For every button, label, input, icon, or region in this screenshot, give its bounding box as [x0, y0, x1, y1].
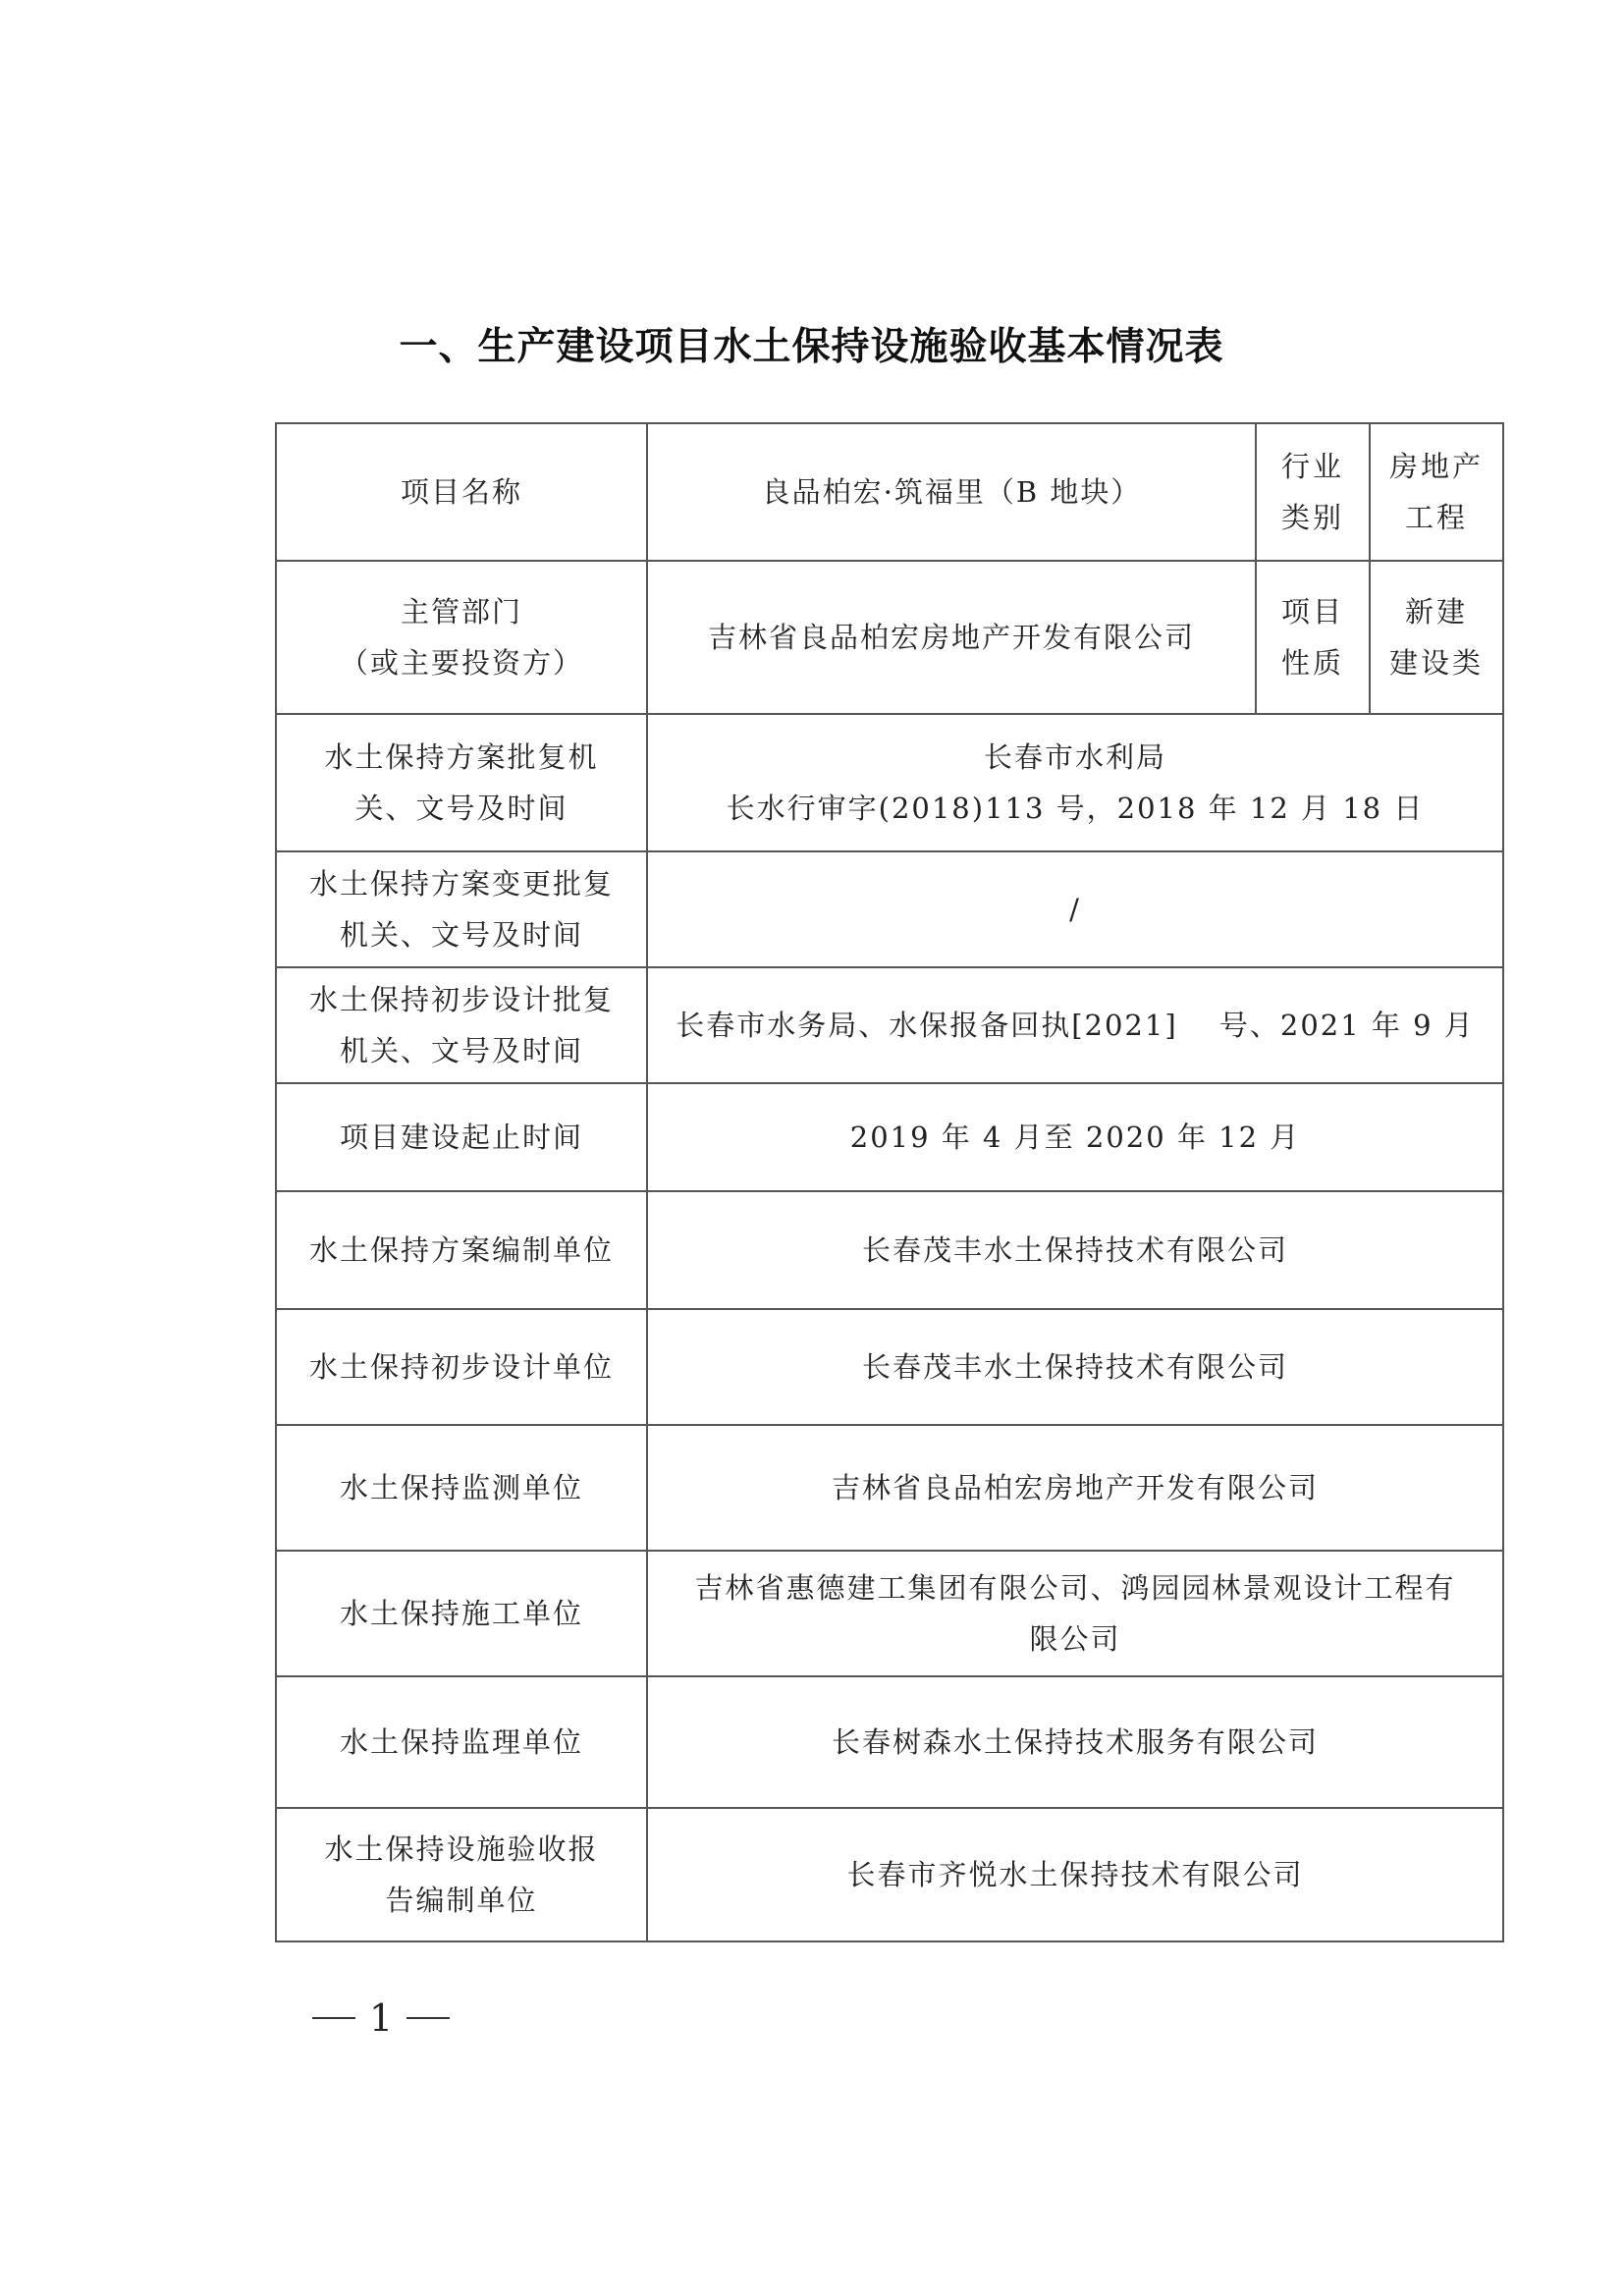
- table-row: [276, 561, 1503, 714]
- project-name-label: 项目名称: [276, 423, 647, 561]
- preliminary-design-unit-value: 长春茂丰水土保持技术有限公司: [647, 1309, 1503, 1425]
- supervision-unit-label: 水土保持监理单位: [276, 1676, 647, 1808]
- project-nature-label: 项目 性质: [1256, 561, 1370, 714]
- competent-department-value: 吉林省良品柏宏房地产开发有限公司: [647, 561, 1256, 714]
- table-row: [276, 1191, 1503, 1309]
- dash-left: [312, 2017, 355, 2019]
- table-row: [276, 851, 1503, 967]
- preliminary-design-approval-value: 长春市水务局、水保报备回执[2021] 号、2021 年 9 月: [647, 967, 1503, 1083]
- industry-category-value: 房地产 工程: [1370, 423, 1503, 561]
- table-row: [276, 967, 1503, 1083]
- construction-unit-value: 吉林省惠德建工集团有限公司、鸿园园林景观设计工程有 限公司: [647, 1551, 1503, 1676]
- project-info-table: [275, 422, 1504, 1942]
- plan-approval-label: 水土保持方案批复机 关、文号及时间: [276, 714, 647, 851]
- page-number: [312, 1996, 450, 2040]
- plan-compiler-label: 水土保持方案编制单位: [276, 1191, 647, 1309]
- table-row: [276, 1808, 1503, 1941]
- monitoring-unit-value: 吉林省良品柏宏房地产开发有限公司: [647, 1425, 1503, 1551]
- acceptance-report-compiler-value: 长春市齐悦水土保持技术有限公司: [647, 1808, 1503, 1941]
- preliminary-design-unit-label: 水土保持初步设计单位: [276, 1309, 647, 1425]
- dash-right: [406, 2017, 450, 2019]
- supervision-unit-value: 长春树森水土保持技术服务有限公司: [647, 1676, 1503, 1808]
- competent-department-label: 主管部门 （或主要投资方）: [276, 561, 647, 714]
- table-row: [276, 1425, 1503, 1551]
- construction-period-value: 2019 年 4 月至 2020 年 12 月: [647, 1083, 1503, 1191]
- table-row: [276, 1676, 1503, 1808]
- project-name-value: 良品柏宏·筑福里（B 地块）: [647, 423, 1256, 561]
- project-nature-value: 新建 建设类: [1370, 561, 1503, 714]
- table-row: [276, 1083, 1503, 1191]
- monitoring-unit-label: 水土保持监测单位: [276, 1425, 647, 1551]
- table-row: [276, 1551, 1503, 1676]
- construction-period-label: 项目建设起止时间: [276, 1083, 647, 1191]
- table-row: [276, 714, 1503, 851]
- preliminary-design-approval-label: 水土保持初步设计批复 机关、文号及时间: [276, 967, 647, 1083]
- construction-unit-label: 水土保持施工单位: [276, 1551, 647, 1676]
- table-row: [276, 423, 1503, 561]
- plan-change-approval-label: 水土保持方案变更批复 机关、文号及时间: [276, 851, 647, 967]
- table-row: [276, 1309, 1503, 1425]
- plan-change-approval-value: /: [647, 851, 1503, 967]
- plan-compiler-value: 长春茂丰水土保持技术有限公司: [647, 1191, 1503, 1309]
- acceptance-report-compiler-label: 水土保持设施验收报 告编制单位: [276, 1808, 647, 1941]
- page-title: 一、生产建设项目水土保持设施验收基本情况表: [399, 325, 1224, 369]
- industry-category-label: 行业 类别: [1256, 423, 1370, 561]
- page-number-text: 1: [369, 1996, 394, 2040]
- plan-approval-value: 长春市水利局 长水行审字(2018)113 号，2018 年 12 月 18 日: [647, 714, 1503, 851]
